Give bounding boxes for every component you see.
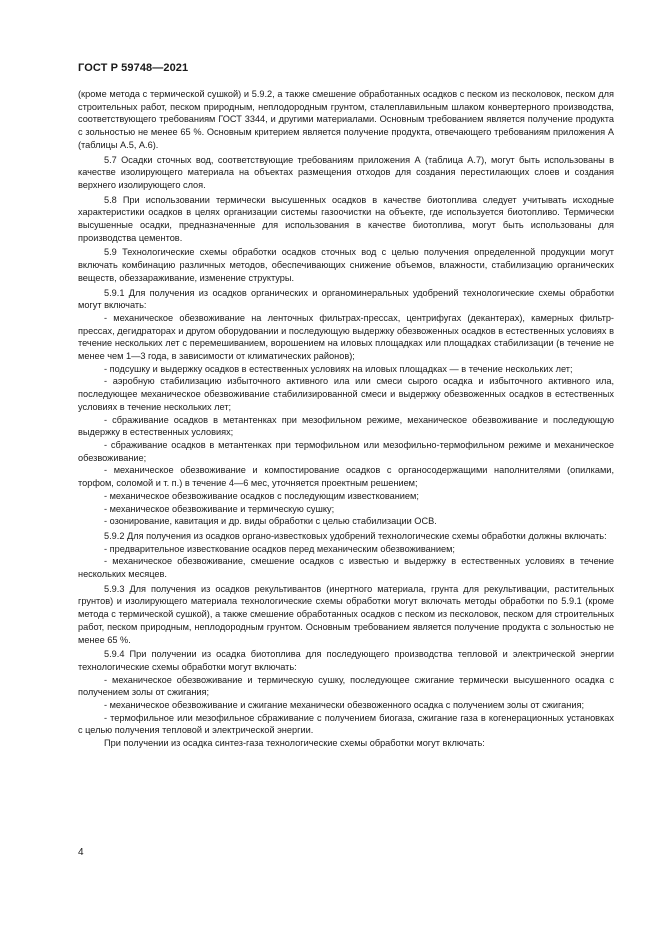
document-body <box>78 88 614 750</box>
page-number: 4 <box>78 847 84 858</box>
paragraph: 5.8 При использовании термически высушенных осадков в качестве биотоплива следует учитывать исходные характеристики осадков в целях организации системы газоочистки на объекте, где используется биотопливо. Термически высушенные осадки, предназначенные для использования в качестве биотоплива, могут быть использованы для производства цементов. <box>78 194 614 243</box>
paragraph: - аэробную стабилизацию избыточного активного ила или смеси сырого осадка и избыточного активного ила, последующее механическое обезвоживание стабилизированной смеси и выдержку обезвоженных осадков в естественных условиях в течение нескольких лет; <box>78 376 614 412</box>
paragraph: - механическое обезвоживание и сжигание механически обезвоженного осадка с получением золы от сжигания; <box>104 700 585 711</box>
document-header: ГОСТ Р 59748—2021 <box>78 62 189 74</box>
paragraph: - механическое обезвоживание, смешение осадков с известью и выдержку в естественных условиях в течение нескольких месяцев. <box>78 556 614 580</box>
paragraph: - сбраживание осадков в метантенках при мезофильном режиме, механическое обезвоживание и последующую выдержку в естественных условиях; <box>78 414 614 438</box>
paragraph: - механическое обезвоживание на ленточных фильтрах-прессах, центрифугах (декантерах), камерных фильтр-прессах, дегидраторах и другом оборудовании и последующую выдержку обезвоженных осадков в естественных условиях в течение нескольких лет с перемешиванием, ворошением на иловых площадках или площадках стабилизации (в течение не менее чем 1—3 года, в зависимости от климатических районов); <box>78 312 614 362</box>
paragraph: - механическое обезвоживание осадков с последующим известкованием; <box>104 490 419 501</box>
paragraph: 5.9.4 При получении из осадка биотоплива для последующего производства тепловой и электрической энергии технологические схемы обработки могут включать: <box>78 649 614 672</box>
paragraph: - термофильное или мезофильное сбраживание с получением биогаза, сжигание газа в когенерационных установках с целью получения тепловой и электрической энергии. <box>78 712 614 736</box>
paragraph: 5.7 Осадки сточных вод, соответствующие требованиям приложения А (таблица А.7), могут быть использованы в качестве изолирующего материала на объектах размещения отходов для создания перестилающих слоев и создания верхнего изолирующего слоя. <box>78 154 614 190</box>
paragraph: 5.9 Технологические схемы обработки осадков сточных вод с целью получения определенной продукции могут включать комбинацию различных методов, обеспечивающих снижение объемов, влажности, стабилизацию органических веществ, обеззараживание, изменение структуры. <box>78 247 614 283</box>
paragraph: 5.9.2 Для получения из осадков органо-известковых удобрений технологические схемы обработки должны включать: <box>104 530 607 541</box>
paragraph: - механическое обезвоживание и термическую сушку; <box>104 503 335 514</box>
paragraph: - механическое обезвоживание и компостирование осадков с органосодержащими наполнителями (опилками, торфом, соломой и т. п.) в течение 4—6 мес, уточняется проектным решением; <box>78 465 614 489</box>
paragraph: (кроме метода с термической сушкой) и 5.9.2, а также смешение обработанных осадков с песком из песколовок, песком для строительных работ, песком природным, неплодородным грунтом, сталеплавильным шлаком конвертерного производства, соответствующего требованиям ГОСТ 3344, и другими материалами. Основным требованием является получение продукта с зольностью не менее 65 %. Основным критерием является получение продукта, отвечающего требованиям приложения А (таблицы А.5, А.6). <box>78 89 614 150</box>
paragraph: - механическое обезвоживание и термическую сушку, последующее сжигание термически высушенного осадка с получением золы от сжигания; <box>78 674 614 698</box>
paragraph: При получении из осадка синтез-газа технологические схемы обработки могут включать: <box>104 738 485 749</box>
paragraph: 5.9.3 Для получения из осадков рекультивантов (инертного материала, грунта для рекультивации, растительных грунтов) и изолирующего материала технологические схемы обработки могут включать методы обработки по 5.9.1 (кроме метода с термической сушкой), а также смешение обработанных осадков с песком из песколовок, песком для строительных работ, песком природным, неплодородным грунтом. Основным требованием является получение продукта с зольностью не менее 65 %. <box>78 583 614 645</box>
paragraph: - озонирование, кавитация и др. виды обработки с целью стабилизации ОСВ. <box>104 516 437 527</box>
paragraph: - предварительное известкование осадков перед механическим обезвоживанием; <box>104 543 455 554</box>
paragraph: 5.9.1 Для получения из осадков органических и органоминеральных удобрений технологические схемы обработки могут включать: <box>78 287 614 311</box>
document-page <box>78 62 614 750</box>
paragraph: - сбраживание осадков в метантенках при термофильном или мезофильно-термофильном режиме и механическое обезвоживание; <box>78 439 614 463</box>
paragraph: - подсушку и выдержку осадков в естественных условиях на иловых площадках — в течение нескольких лет; <box>104 363 573 374</box>
